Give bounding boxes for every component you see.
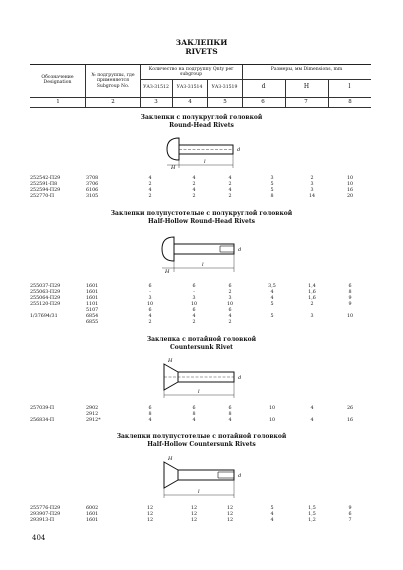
cell-l: 16 bbox=[346, 418, 354, 423]
cell-q2: 12 bbox=[190, 518, 198, 523]
cell-d: 10 bbox=[268, 406, 276, 411]
countersunk-rivet-drawing bbox=[160, 356, 250, 400]
cell-des: 255120-П29 bbox=[30, 302, 61, 307]
cell-l: 20 bbox=[346, 194, 354, 199]
cell-q1: 10 bbox=[146, 302, 154, 307]
cell-q1: 4 bbox=[148, 176, 152, 181]
page-title-en: RIVETS bbox=[185, 47, 218, 56]
header-dimensions: Размеры, мм Dimensions, mm bbox=[270, 67, 343, 72]
section-title-en: Countersunk Rivet bbox=[170, 344, 233, 351]
cell-d: 5 bbox=[270, 314, 274, 319]
cell-q2: 2 bbox=[192, 194, 196, 199]
section-title: Заклепки полупустотелые с потайной головкой bbox=[116, 433, 287, 440]
cell-q2: 3 bbox=[192, 296, 196, 301]
cell-q3: 12 bbox=[226, 518, 234, 523]
dim-label-d: d bbox=[238, 473, 242, 479]
cell-q1: 6 bbox=[148, 406, 152, 411]
cell-q2: 4 bbox=[192, 176, 196, 181]
cell-q3: 4 bbox=[228, 418, 232, 423]
col-number: 7 bbox=[304, 99, 308, 105]
cell-h: 4 bbox=[310, 406, 314, 411]
cell-des: 252594-П29 bbox=[30, 188, 61, 193]
cell-l: 9 bbox=[348, 296, 352, 301]
cell-sub: 2912* bbox=[86, 418, 101, 423]
cell-q2: 6 bbox=[192, 406, 196, 411]
cell-des: 252770-П bbox=[30, 194, 55, 199]
cell-l: 6 bbox=[348, 284, 352, 289]
cell-q2: 4 bbox=[192, 418, 196, 423]
cell-l: 6 bbox=[348, 512, 352, 517]
cell-q3: 6 bbox=[228, 284, 232, 289]
cell-h: 1,2 bbox=[308, 518, 316, 523]
col-number: 4 bbox=[188, 99, 192, 105]
cell-q3: 2 bbox=[228, 290, 232, 295]
cell-des: 257039-П bbox=[30, 406, 55, 411]
cell-d: 5 bbox=[270, 506, 274, 511]
dim-label-l: l bbox=[198, 489, 200, 495]
header-d: d bbox=[261, 83, 266, 90]
cell-q3: 2 bbox=[228, 320, 232, 325]
cell-h: 2 bbox=[310, 302, 314, 307]
cell-d: 3,5 bbox=[268, 284, 276, 289]
header-quantity: Количество на подгруппу Qnty per subgroup bbox=[148, 67, 234, 78]
dim-label-l: l bbox=[202, 262, 204, 268]
cell-sub: 2912 bbox=[86, 412, 99, 417]
cell-h: 3 bbox=[310, 314, 314, 319]
header-uaz-31512: УАЗ-31512 bbox=[143, 85, 169, 90]
cell-d: 4 bbox=[270, 290, 274, 295]
section-title-en: Half-Hollow Round-Head Rivets bbox=[148, 218, 255, 225]
cell-h: 1,5 bbox=[308, 512, 316, 517]
cell-h: 4 bbox=[310, 418, 314, 423]
cell-d: 8 bbox=[270, 194, 274, 199]
section-title: Заклепки с полукруглой головкой bbox=[140, 114, 263, 121]
cell-q3: 4 bbox=[228, 176, 232, 181]
cell-h: 3 bbox=[310, 182, 314, 187]
dim-label-l: l bbox=[204, 159, 206, 165]
dim-label-h: H bbox=[168, 358, 173, 364]
cell-d: 4 bbox=[270, 512, 274, 517]
cell-q1: 2 bbox=[148, 194, 152, 199]
cell-d: 5 bbox=[270, 182, 274, 187]
cell-q1: 12 bbox=[146, 506, 154, 511]
cell-q2: 2 bbox=[192, 182, 196, 187]
cell-h: 1,5 bbox=[308, 506, 316, 511]
cell-q3: 6 bbox=[228, 406, 232, 411]
cell-h: 1,6 bbox=[308, 290, 316, 295]
cell-l: 10 bbox=[346, 314, 354, 319]
cell-q3: 6 bbox=[228, 308, 232, 313]
cell-des: 293907-П29 bbox=[30, 512, 61, 517]
page-number: 404 bbox=[32, 534, 46, 542]
header-l: l bbox=[348, 83, 351, 90]
cell-l: 26 bbox=[346, 406, 354, 411]
table-row bbox=[30, 320, 371, 326]
table-header bbox=[30, 64, 371, 107]
cell-h: 3 bbox=[310, 188, 314, 193]
section-title: Заклепки полупустотелые с полукруглой головкой bbox=[110, 210, 293, 217]
cell-q3: 12 bbox=[226, 506, 234, 511]
dim-label-l: l bbox=[198, 389, 200, 395]
cell-sub: 1601 bbox=[86, 284, 99, 289]
cell-d: 5 bbox=[270, 188, 274, 193]
cell-q3: 4 bbox=[228, 188, 232, 193]
section-title-en: Round-Head Rivets bbox=[169, 122, 234, 129]
cell-sub: 1101 bbox=[86, 302, 99, 307]
header-h: H bbox=[303, 83, 310, 90]
cell-l: 10 bbox=[346, 176, 354, 181]
half-hollow-round-head-rivet-drawing bbox=[160, 230, 250, 274]
cell-h: 1,6 bbox=[308, 296, 316, 301]
dim-label-d: d bbox=[237, 147, 241, 153]
cell-q1: 6 bbox=[148, 284, 152, 289]
cell-sub: 2902 bbox=[86, 406, 99, 411]
header-uaz-31514: УАЗ-31514 bbox=[176, 85, 203, 90]
cell-des: 255063-П29 bbox=[30, 290, 61, 295]
cell-q1: 2 bbox=[148, 320, 152, 325]
cell-d: 3 bbox=[270, 176, 274, 181]
cell-q1: 2 bbox=[148, 182, 152, 187]
cell-q3: 3 bbox=[228, 296, 232, 301]
dim-label-h: H bbox=[165, 269, 170, 274]
cell-des: 255064-П29 bbox=[30, 296, 61, 301]
dim-label-d: d bbox=[238, 247, 242, 253]
cell-q1: 6 bbox=[148, 308, 152, 313]
cell-des: 255776-П29 bbox=[30, 506, 61, 511]
cell-sub: 6106 bbox=[86, 188, 99, 193]
cell-l: 7 bbox=[348, 518, 352, 523]
col-number: 6 bbox=[261, 99, 265, 105]
cell-sub: 3708 bbox=[86, 176, 99, 181]
section-title: Заклепка с потайной головкой bbox=[146, 336, 257, 343]
cell-d: 10 bbox=[268, 418, 276, 423]
cell-l: 10 bbox=[346, 182, 354, 187]
cell-q1: 12 bbox=[146, 518, 154, 523]
cell-q3: 10 bbox=[226, 302, 234, 307]
cell-sub: 3105 bbox=[86, 194, 99, 199]
cell-q3: 4 bbox=[228, 314, 232, 319]
page-title: ЗАКЛЕПКИ bbox=[175, 38, 228, 47]
col-number: 3 bbox=[154, 99, 158, 105]
cell-q3: 12 bbox=[226, 512, 234, 517]
cell-q3: 2 bbox=[228, 182, 232, 187]
col-number: 5 bbox=[223, 99, 227, 105]
cell-des: 252591-П8 bbox=[30, 182, 58, 187]
header-uaz-31519: УАЗ-31519 bbox=[211, 85, 238, 90]
dim-label-h: H bbox=[171, 165, 176, 170]
table-row bbox=[30, 518, 371, 524]
cell-sub: 3706 bbox=[86, 182, 99, 187]
section-title-en: Half-Hollow Countersunk Rivets bbox=[147, 441, 256, 448]
cell-q2: 12 bbox=[190, 506, 198, 511]
dim-label-h: H bbox=[168, 456, 173, 462]
cell-l: 9 bbox=[348, 302, 352, 307]
cell-des: 293913-П bbox=[30, 518, 55, 523]
cell-q3: 2 bbox=[228, 194, 232, 199]
cell-q2: 10 bbox=[190, 302, 198, 307]
cell-q1: 4 bbox=[148, 418, 152, 423]
cell-q1: 12 bbox=[146, 512, 154, 517]
cell-q2: 2 bbox=[192, 320, 196, 325]
cell-l: 16 bbox=[346, 188, 354, 193]
cell-h: 1,4 bbox=[308, 284, 316, 289]
cell-sub: 6854 bbox=[86, 314, 99, 319]
cell-q2: 12 bbox=[190, 512, 198, 517]
cell-sub: 1601 bbox=[86, 518, 99, 523]
col-number: 8 bbox=[348, 99, 352, 105]
cell-des: 255037-П29 bbox=[30, 284, 61, 289]
cell-sub: 1601 bbox=[86, 296, 99, 301]
cell-q2: - bbox=[193, 290, 195, 295]
cell-q2: 6 bbox=[192, 284, 196, 289]
cell-q3: 8 bbox=[228, 412, 232, 417]
cell-des: 1/37694/31 bbox=[30, 314, 58, 319]
cell-des: 252542-П29 bbox=[30, 176, 61, 181]
cell-d: 5 bbox=[270, 302, 274, 307]
cell-sub: 6002 bbox=[86, 506, 99, 511]
header-designation: Обозначение Designation bbox=[41, 75, 74, 86]
cell-q2: 8 bbox=[192, 412, 196, 417]
cell-q2: 6 bbox=[192, 308, 196, 313]
header-subgroup: № подгруппы, где применяется Subgroup No. bbox=[91, 73, 135, 89]
round-head-rivet-drawing bbox=[165, 132, 245, 170]
col-number: 1 bbox=[56, 99, 60, 105]
cell-q1: 3 bbox=[148, 296, 152, 301]
cell-l: 8 bbox=[348, 290, 352, 295]
cell-d: 4 bbox=[270, 296, 274, 301]
dim-label-d: d bbox=[238, 375, 242, 381]
col-number: 2 bbox=[111, 99, 115, 105]
cell-sub: 5107 bbox=[86, 308, 99, 313]
cell-q1: - bbox=[149, 290, 151, 295]
cell-h: 14 bbox=[308, 194, 316, 199]
cell-q1: 8 bbox=[148, 412, 152, 417]
cell-sub: 6855 bbox=[86, 320, 99, 325]
cell-q2: 4 bbox=[192, 188, 196, 193]
cell-l: 9 bbox=[348, 506, 352, 511]
cell-h: 2 bbox=[310, 176, 314, 181]
cell-q1: 4 bbox=[148, 188, 152, 193]
cell-sub: 1601 bbox=[86, 290, 99, 295]
cell-sub: 1601 bbox=[86, 512, 99, 517]
cell-des: 256834-П bbox=[30, 418, 55, 423]
table-row bbox=[30, 418, 371, 424]
table-row bbox=[30, 194, 371, 200]
cell-q2: 4 bbox=[192, 314, 196, 319]
half-hollow-countersunk-rivet-drawing bbox=[160, 454, 250, 500]
cell-q1: 4 bbox=[148, 314, 152, 319]
cell-d: 4 bbox=[270, 518, 274, 523]
